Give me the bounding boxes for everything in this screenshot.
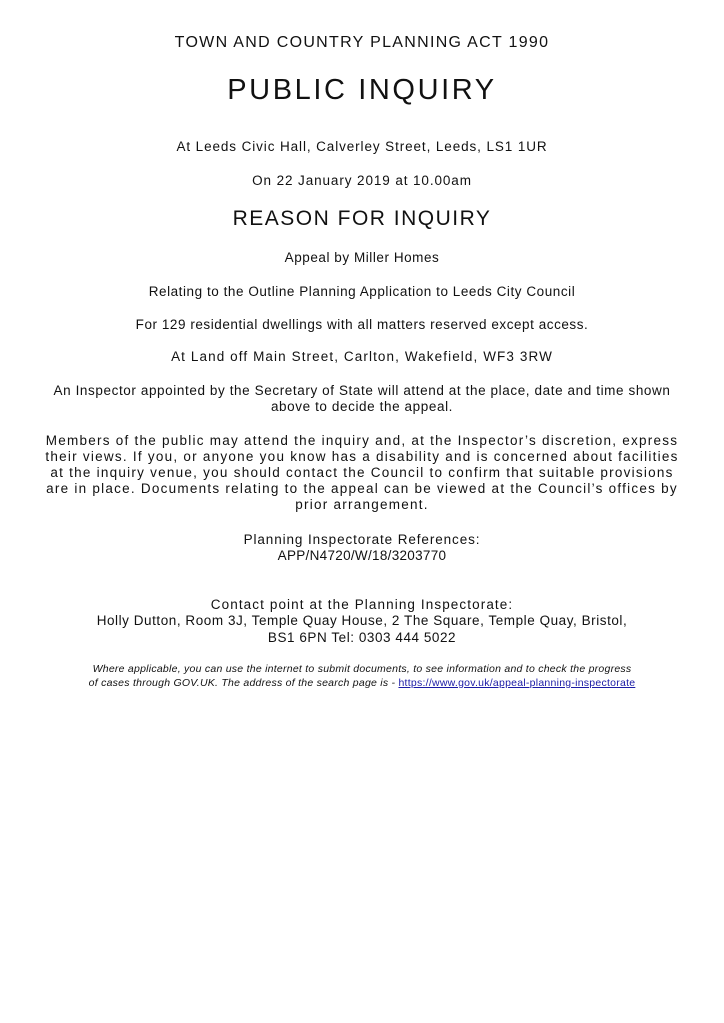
contact-address-line-1: Holly Dutton, Room 3J, Temple Quay House, 2 The Square, Temple Quay, Bristol, [96, 613, 628, 628]
reason-heading: REASON FOR INQUIRY [232, 207, 492, 230]
references-label: Planning Inspectorate References: [243, 532, 481, 547]
location-line: At Land off Main Street, Carlton, Wakefield, WF3 3RW [171, 349, 553, 364]
date-line: On 22 January 2019 at 10.00am [252, 173, 472, 188]
inspector-paragraph: An Inspector appointed by the Secretary of State will attend at the place, date and time shown above to decide the appeal. [53, 383, 671, 414]
proposal-line: For 129 residential dwellings with all matters reserved except access. [135, 317, 589, 332]
reference-number: APP/N4720/W/18/3203770 [277, 548, 447, 563]
contact-label: Contact point at the Planning Inspectorate: [210, 597, 514, 612]
planning-inspectorate-link[interactable]: https://www.gov.uk/appeal-planning-inspectorate [398, 677, 636, 689]
contact-address-line-2: BS1 6PN Tel: 0303 444 5022 [267, 630, 457, 645]
footnote-line-1: Where applicable, you can use the internet to submit documents, to see information and to check the progress [92, 663, 632, 675]
venue-line: At Leeds Civic Hall, Calverley Street, Leeds, LS1 1UR [176, 139, 548, 154]
public-access-paragraph: Members of the public may attend the inquiry and, at the Inspector’s discretion, express their views. If you, or anyone you know has a disability and is concerned about facilities at the inquiry venue, you should contact the Council to confirm that suitable provisions are in place. Documents relating to the appeal can be viewed at the Council’s offices by prior arrangement. [45, 433, 679, 512]
footnote-line-2 [20, 676, 704, 690]
appeal-by-line: Appeal by Miller Homes [284, 250, 440, 265]
relating-to-line: Relating to the Outline Planning Application to Leeds City Council [148, 284, 576, 299]
footnote-line-2-text: of cases through GOV.UK. The address of the search page is - [88, 677, 399, 689]
act-heading: TOWN AND COUNTRY PLANNING ACT 1990 [174, 34, 550, 51]
page-title: PUBLIC INQUIRY [227, 74, 497, 106]
